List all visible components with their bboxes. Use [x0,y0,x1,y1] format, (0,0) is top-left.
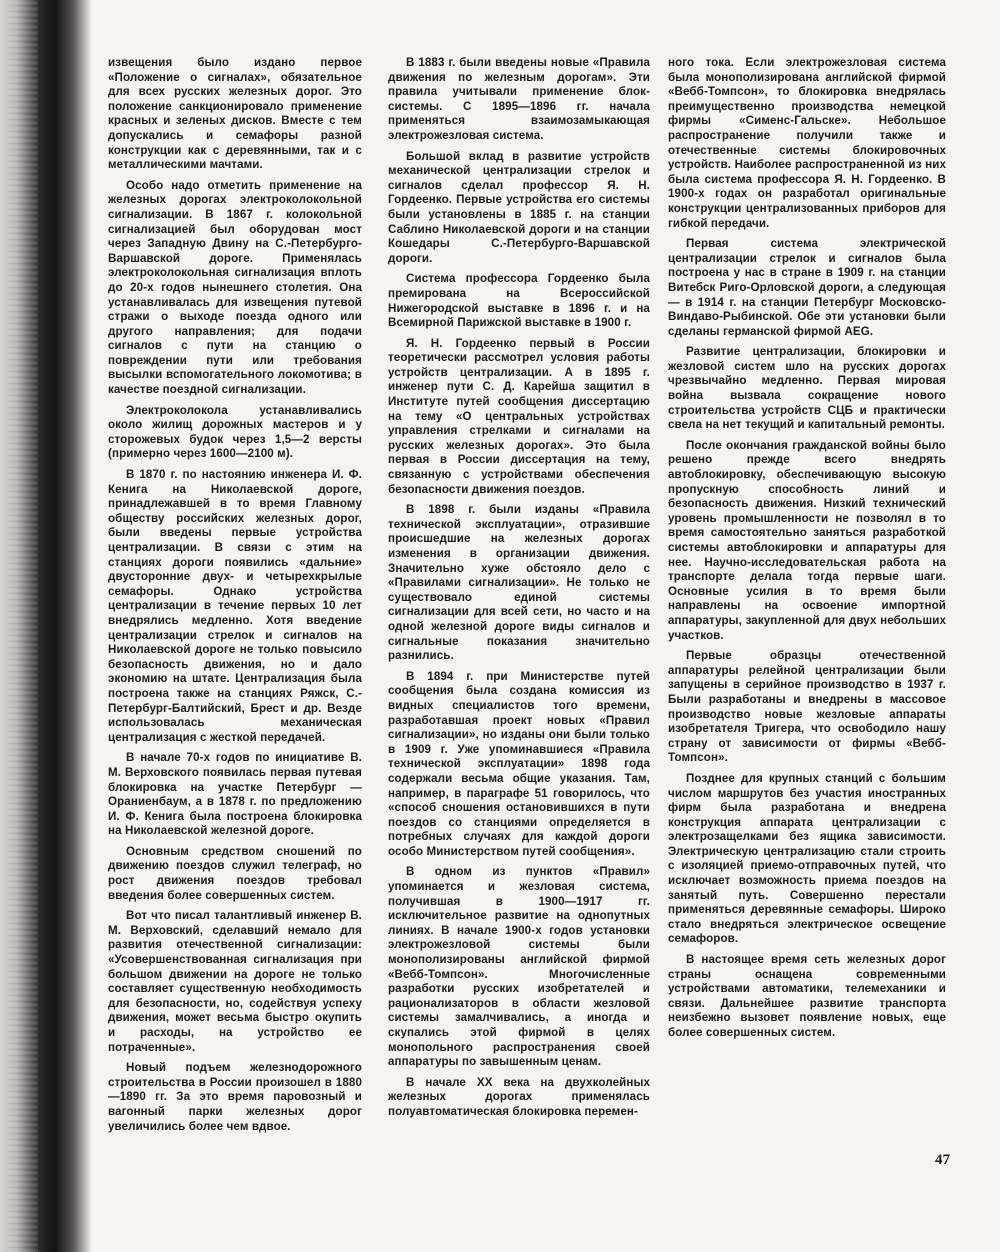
paragraph: В 1898 г. были изданы «Правила технической эксплуатации», отразившие происшедшие на железных дорогах изменения в организации движения. Значительно хуже обстояло дело с «Правилами сигнализации». Не только не существовало единой системы сигнализации для всей сети, но часто и на одной железной дороге виды сигналов и сигнальные показания значительно разнились. [388,503,650,663]
paragraph: В начале XX века на двухколейных железных дорогах применялась полуавтоматическая блокировка перемен- [388,1075,650,1118]
paragraph: Позднее для крупных станций с большим числом маршрутов без участия иностранных фирм была разработана и внедрена конструкция аппарата централизации с электрозащелками без ящика зависимости. Электрическую централизацию стали строить с изоляцией приемо-отправочных путей, что исключает возможность приема поездов на занятый путь. Совершенно перестали применяться деревянные семафоры. Широко стало внедряться электрическое освещение семафоров. [668,771,946,946]
paragraph: В 1894 г. при Министерстве путей сообщения была создана комиссия из видных специалистов того времени, разработавшая проект новых «Правил сигнализации», но изданы они были только в 1909 г. Уже упоминавшиеся «Правила технической эксплуатации» 1898 года содержали весьма общие указания. Там, например, в параграфе 51 говорилось, что «способ сношения остановившихся в пути поездов со станциями определяется в потребных случаях для каждой дороги особо Министерством путей сообщения». [388,669,650,858]
paragraph: В 1870 г. по настоянию инженера И. Ф. Кенига на Николаевской дороге, принадлежавшей в то время Главному обществу российских железных дорог, были введены первые устройства централизации. В связи с этим на станциях дороги появились «дальние» двусторонние двух- и четырехкрылые семафоры. Однако устройства централизации в течение первых 10 лет внедрялись медленно. Хотя введение централизации стрелок и сигналов на Николаевской дороге не только повысило безопасность движения, но и дало экономию на штате. Централизация была построена также на станциях Ряжск, С.-Петербург-Балтийский, Брест и др. Везде использовалась механическая централизация с жесткой передачей. [108,468,362,744]
paragraph: Особо надо отметить применение на железных дорогах электроколокольной сигнализации. В 1867 г. колокольной сигнализацией был оборудован мост через Западную Двину на С.-Петербурго-Варшавской дороге. Применялась электроколокольная сигнализация вплоть до 20-х годов нынешнего столетия. Она устанавливалась для извещения путевой стражи о выходе поезда одного или другого направления; для подачи сигналов с пути на станцию о повреждении пути или требования высылки вспомогательного локомотива; в качестве поездной сигнализации. [108,178,362,397]
paragraph: Первая система электрической централизации стрелок и сигналов была построена у нас в стране в 1909 г. на станции Витебск Риго-Орловской дороги, а следующая — в 1914 г. на станции Петербург Московско-Виндаво-Рыбинской. Обе эти установки были сделаны германской фирмой AEG. [668,237,946,338]
paragraph: В 1883 г. были введены новые «Правила движения по железным дорогам». Эти правила учитывали применение блок-системы. С 1895—1896 гг. начала применяться взаимозамыкающая электрожезловая система. [388,56,650,142]
paragraph: Электроколокола устанавливались около жилищ дорожных мастеров и у сторожевых будок через 1,5—2 версты (примерно через 1600—2100 м). [108,403,362,461]
text-column-1 [108,56,362,1166]
document-page [100,56,950,1206]
paragraph: Система профессора Гордеенко была премирована на Всероссийской Нижегородской выставке в 1896 г. и на Всемирной Парижской выставке в 1900 г. [388,272,650,330]
paragraph: ного тока. Если электрожезловая система была монополизирована английской фирмой «Вебб-Томпсон», то блокировка внедрялась преимущественно производства немецкой фирмы «Сименс-Гальске». Небольшое распространение получили также и отечественные системы блокировочных устройств. Наиболее распространенной из них была система профессора Я. Н. Гордеенко. В 1900-х годах он разработал оригинальные конструкции централизованных приборов для гибкой передачи. [668,56,946,230]
paragraph: извещения было издано первое «Положение о сигналах», обязательное для всех русских железных дорог. Это положение санкционировало применение красных и зеленых дисков. Вместе с тем допускались и семафоры разной конструкции как с деревянными, так и с металлическими мачтами. [108,56,362,172]
paragraph: Вот что писал талантливый инженер В. М. Верховский, сделавший немало для развития отечественной сигнализации: «Усовершенствованная сигнализация при большом движении на дороге не только составляет существенную необходимость для безопасности, но, содействуя успеху движения, может весьма быстро окупить и расходы, на устройство ее потраченные». [108,909,362,1054]
paragraph: В начале 70-х годов по инициативе В. М. Верховского появилась первая путевая блокировка на участке Петербург — Ораниенбаум, а в 1878 г. по предложению И. Ф. Кенига была построена блокировка на Николаевской железной дороге. [108,751,362,838]
paragraph: Развитие централизации, блокировки и жезловой систем шло на русских дорогах чрезвычайно медленно. Первая мировая война вызвала сокращение нового строительства устройств СЦБ и практически свела на нет текущий и капитальный ремонты. [668,345,946,432]
paragraph: Новый подъем железнодорожного строительства в России произошел в 1880—1890 гг. За это время паровозный и вагонный парки железных дорог увеличились более чем вдвое. [108,1061,362,1133]
paragraph: Первые образцы отечественной аппаратуры релейной централизации были запущены в серийное производство в 1937 г. Были разработаны и внедрены в массовое производство новые жезловые аппараты изобретателя Тригера, что освободило нашу страну от зависимости от фирмы «Вебб-Томпсон». [668,649,946,765]
paragraph: Основным средством сношений по движению поездов служил телеграф, но рост движения поездов требовал введения более совершенных систем. [108,844,362,902]
page-number: 47 [935,1152,950,1168]
paragraph: Я. Н. Гордеенко первый в России теоретически рассмотрел условия работы устройств централизации. А в 1895 г. инженер пути С. Д. Карейша защитил в Институте путей сообщения диссертацию на тему «О центральных устройствах управления стрелками и сигналами на русских железных дорогах». Это была первая в России диссертация на тему, связанную с устройствами обеспечения безопасности движения поездов. [388,336,650,496]
paragraph: После окончания гражданской войны было решено прежде всего внедрять автоблокировку, обеспечивающую высокую пропускную способность линий и безопасность движения. Низкий технический уровень промышленности не позволял в то время самостоятельно заняться разработкой системы автоблокировки и аппаратуры для нее. Научно-исследовательская работа на транспорте делала тогда первые шаги. Основные усилия в то время были направлены на освоение импортной аппаратуры, закупленной для двух небольших участков. [668,438,946,642]
paragraph: В настоящее время сеть железных дорог страны оснащена современными устройствами автоматики, телемеханики и связи. Дальнейшее развитие транспорта неизбежно вызовет появление новых, еще более совершенных систем. [668,953,946,1039]
paragraph: В одном из пунктов «Правил» упоминается и жезловая система, получившая в 1900—1917 гг. исключительное развитие на однопутных линиях. В начале 1900-х годов установки электрожезловой системы были монополизированы английской фирмой «Вебб-Томпсон». Многочисленные разработки русских изобретателей и рационализаторов в области жезловой системы замалчивались, а иногда и скупались этой фирмой в целях монопольного распространения своей аппаратуры по завышенным ценам. [388,865,650,1069]
paragraph: Большой вклад в развитие устройств механической централизации стрелок и сигналов сделал профессор Я. Н. Гордеенко. Первые устройства его системы были установлены в 1885 г. на станции Саблино Николаевской дороги и на станции Кошедары С.-Петербурго-Варшавской дороги. [388,149,650,265]
binding-streak [8,0,38,1252]
text-column-3 [668,56,946,1166]
text-column-2 [388,56,650,1166]
